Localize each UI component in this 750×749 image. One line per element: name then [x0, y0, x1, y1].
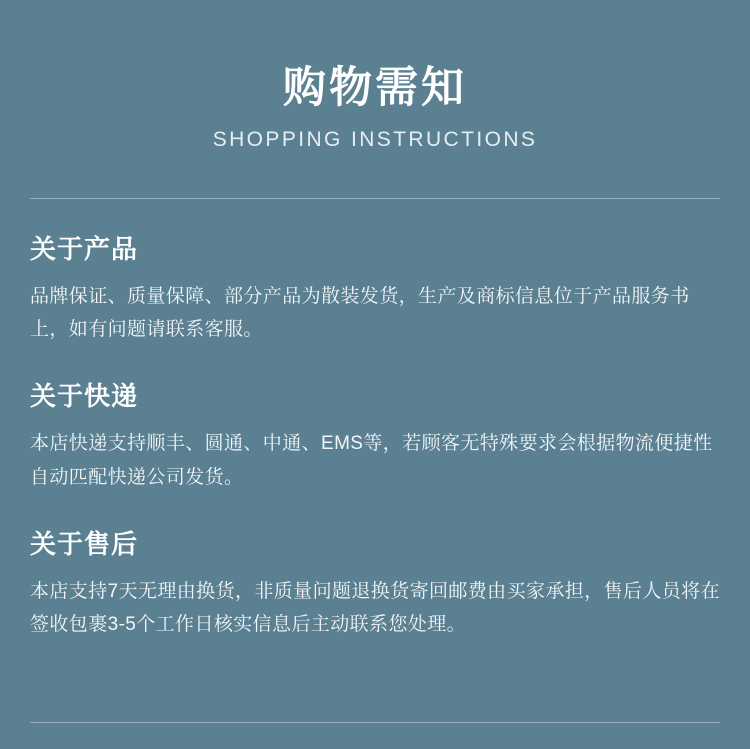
section-shipping [30, 376, 720, 494]
section-product [30, 229, 720, 347]
section-aftersales-title: 关于售后 [30, 528, 139, 559]
page-subtitle: SHOPPING INSTRUCTIONS [212, 127, 538, 151]
section-aftersales [30, 524, 720, 642]
section-shipping-title: 关于快递 [30, 381, 139, 412]
section-shipping-body: 本店快递支持顺丰、圆通、中通、EMS等，若顾客无特殊要求会根据物流便捷性自动匹配快递公司发货。 [30, 433, 713, 488]
section-product-body: 品牌保证、质量保障、部分产品为散装发货，生产及商标信息位于产品服务书上，如有问题请联系客服。 [30, 285, 690, 340]
page-header [30, 0, 720, 152]
section-product-title: 关于产品 [30, 233, 139, 264]
section-aftersales-body: 本店支持7天无理由换货，非质量问题退换货寄回邮费由买家承担，售后人员将在签收包裹3-5个工作日核实信息后主动联系您处理。 [30, 580, 720, 635]
page-title: 购物需知 [283, 64, 467, 112]
footer-divider [30, 722, 720, 723]
header-divider [30, 198, 720, 199]
